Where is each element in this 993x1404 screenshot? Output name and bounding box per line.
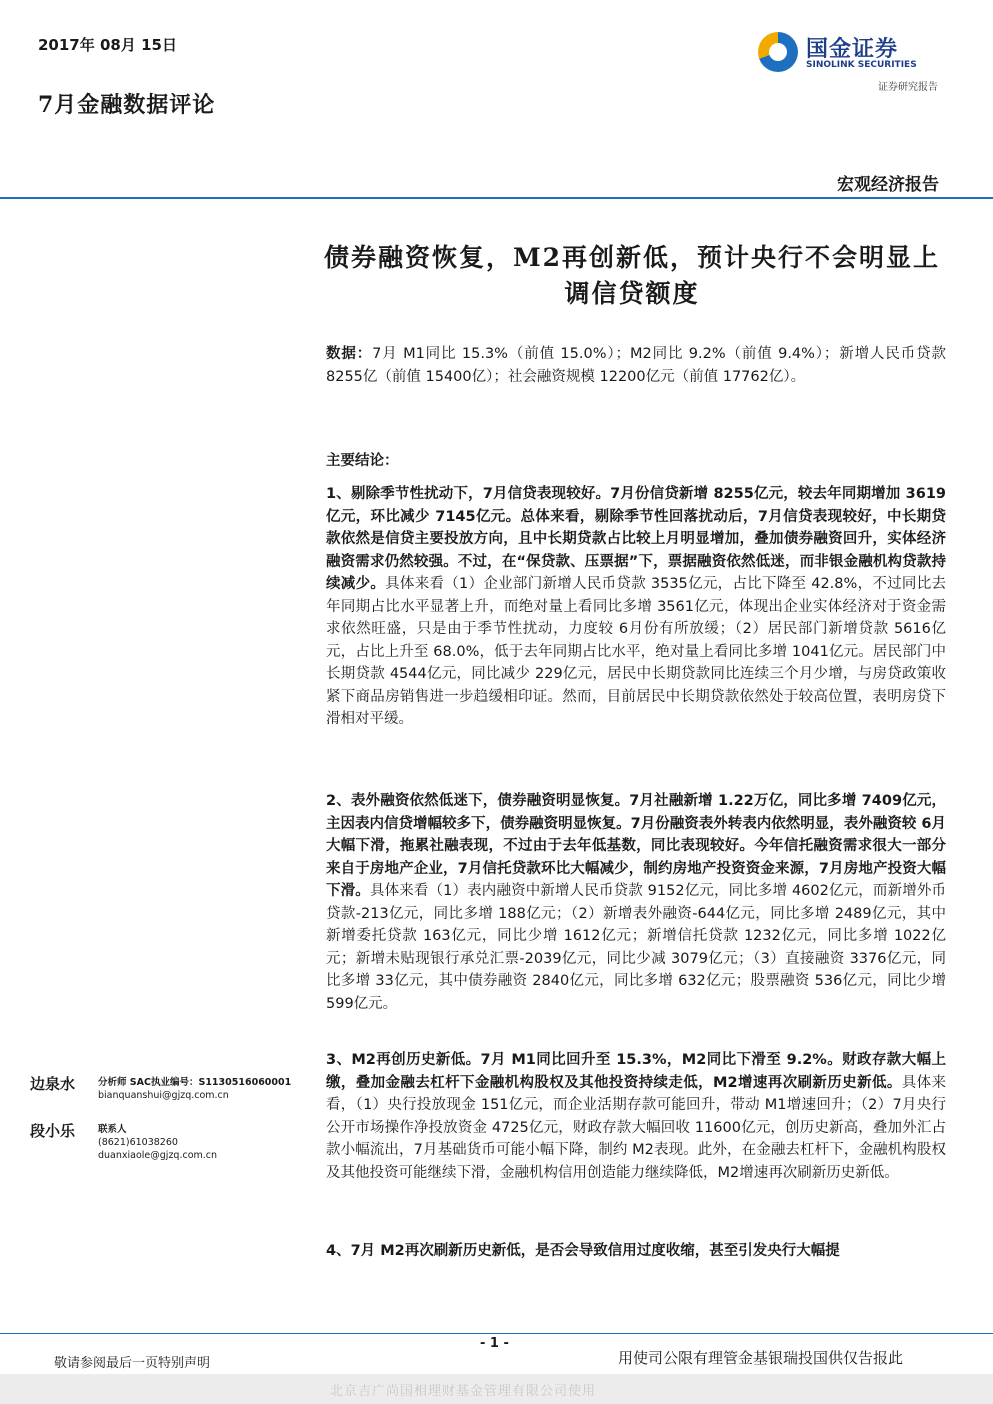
page-number: - 1 - — [480, 1336, 509, 1351]
analyst-role: 联系人 — [98, 1124, 127, 1135]
point-lead: 4、7月 M2再次刷新历史新低，是否会导致信用过度收缩，甚至引发央行大幅提 — [326, 1243, 840, 1259]
report-date: 2017年 08月 15日 — [38, 36, 177, 54]
data-label: 数据： — [326, 346, 373, 362]
data-summary — [326, 343, 946, 388]
point-detail: 具体来看，（1）央行投放现金 151亿元，而企业活期存款可能回升，带动 M1增速回升；（2）7月央行公开市场操作净投放资金 4725亿元，财政存款大幅回收 11600亿元，创历史新高，叠加外汇占款小幅流出，7月基础货币可能小幅下降，制约 M2表现。此外，在金融去杠杆下，金融机构股权及其他投资可能继续下滑，金融机构信用创造能力继续降低，M2增速再次刷新历史新低。 — [326, 1074, 947, 1181]
company-logo — [758, 30, 948, 100]
point-detail: 具体来看（1）企业部门新增人民币贷款 3535亿元，占比下降至 42.8%，不过同比去年同期占比水平显著上升，而绝对量上看同比多增 3561亿元，体现出企业实体经济对于资金需求依然旺盛，只是由于季节性扰动，力度较 6月份有所放缓；（2）居民部门新增贷款 5616亿元，占比上升至 68.0%，低于去年同期占比水平，绝对量上看同比多增 1041亿元。居民部门中长期贷款 4544亿元，同比减少 229亿元，居民中长期贷款同比连续三个月少增，与房贷政策收紧下商品房销售进一步趋缓相印证。然而，目前居民中长期贷款依然处于较高位置，表明房贷下滑相对平缓。 — [326, 576, 947, 727]
analyst-credential: 分析师 SAC执业编号：S1130516060001 — [98, 1077, 292, 1088]
analyst-name: 段小乐 — [30, 1122, 76, 1140]
logo-mark-icon — [758, 32, 798, 72]
header-divider — [0, 197, 993, 199]
report-title: 7月金融数据评论 — [38, 92, 216, 118]
analyst-info — [98, 1123, 328, 1162]
analyst-name: 边泉水 — [30, 1075, 76, 1093]
disclaimer-note: 敬请参阅最后一页特别声明 — [54, 1356, 211, 1371]
conclusion-point — [326, 1049, 946, 1184]
point-lead: 2、表外融资依然低迷下，债券融资明显恢复。7月社融新增 1.22万亿，同比多增 7409亿元，主因表内信贷增幅较多下，债券融资明显恢复。7月份融资表外转表内依然明显，表外融资较 6月大幅下滑，拖累社融表现，不过由于去年低基数，同比表现较好。今年信托融资需求很大一部分来自于房地产企业，7月信托贷款环比大幅减少，制约房地产投资资金来源，7月房地产投资大幅下滑。 — [326, 793, 946, 899]
headline: 债券融资恢复，M2再创新低，预计央行不会明显上调信贷额度 — [323, 243, 941, 308]
report-type: 宏观经济报告 — [837, 175, 939, 195]
point-lead: 1、剔除季节性扰动下，7月信贷表现较好。7月份信贷新增 8255亿元，较去年同期增加 3619亿元，环比减少 7145亿元。总体来看，剔除季节性回落扰动后，7月信贷表现较好，中长期贷款依然是信贷主要投放方向，且中长期贷款占比较上月明显增加，叠加债券融资回升，实体经济融资需求仍然较强。不过，在“保贷款、压票据”下，票据融资依然低迷，而非银金融机构贷款持续减少。 — [326, 486, 946, 592]
logo-name-en: SINOLINK SECURITIES — [806, 60, 917, 70]
footer-divider — [0, 1333, 993, 1334]
logo-subtitle: 证券研究报告 — [878, 82, 938, 93]
analyst-phone: (8621)61038260 — [98, 1137, 178, 1148]
point-detail: 具体来看（1）表内融资中新增人民币贷款 9152亿元，同比多增 4602亿元，而新增外币贷款-213亿元，同比多增 188亿元；（2）新增表外融资-644亿元，同比多增 2489亿元，其中新增委托贷款 163亿元，同比少增 1612亿元；新增信托贷款 1232亿元，同比多增 1022亿元；新增未贴现银行承兑汇票-2039亿元，同比少减 3079亿元；（3）直接融资 3376亿元，同比多增 33亿元，其中债券融资 2840亿元，同比多增 632亿元；股票融资 536亿元，同比少增 599亿元。 — [326, 883, 946, 1012]
conclusion-point — [326, 790, 946, 1015]
point-lead: 3、M2再创历史新低。7月 M1同比回升至 15.3%，M2同比下滑至 9.2%。财政存款大幅上缴，叠加金融去杠杆下金融机构股权及其他投资持续走低，M2增速再次刷新历史新低。 — [326, 1052, 946, 1091]
conclusion-point — [326, 1240, 946, 1263]
analyst-email[interactable]: duanxiaole@gjzq.com.cn — [98, 1150, 218, 1161]
data-text: 7月 M1同比 15.3%（前值 15.0%）；M2同比 9.2%（前值 9.4%）；新增人民币贷款 8255亿（前值 15400亿）；社会融资规模 12200亿元（前值 17762亿）。 — [326, 346, 947, 385]
analyst-email[interactable]: bianquanshui@gjzq.com.cn — [98, 1090, 229, 1101]
logo-name-cn: 国金证券 — [806, 37, 899, 62]
usage-note: 用使司公限有理管金基银瑞投国供仅告报此 — [618, 1349, 904, 1367]
conclusions-heading: 主要结论： — [326, 453, 399, 469]
watermark-text: 北京吉广尚国相理财基金管理有限公司使用 — [330, 1384, 597, 1399]
conclusion-point — [326, 483, 946, 731]
analyst-info — [98, 1076, 328, 1102]
